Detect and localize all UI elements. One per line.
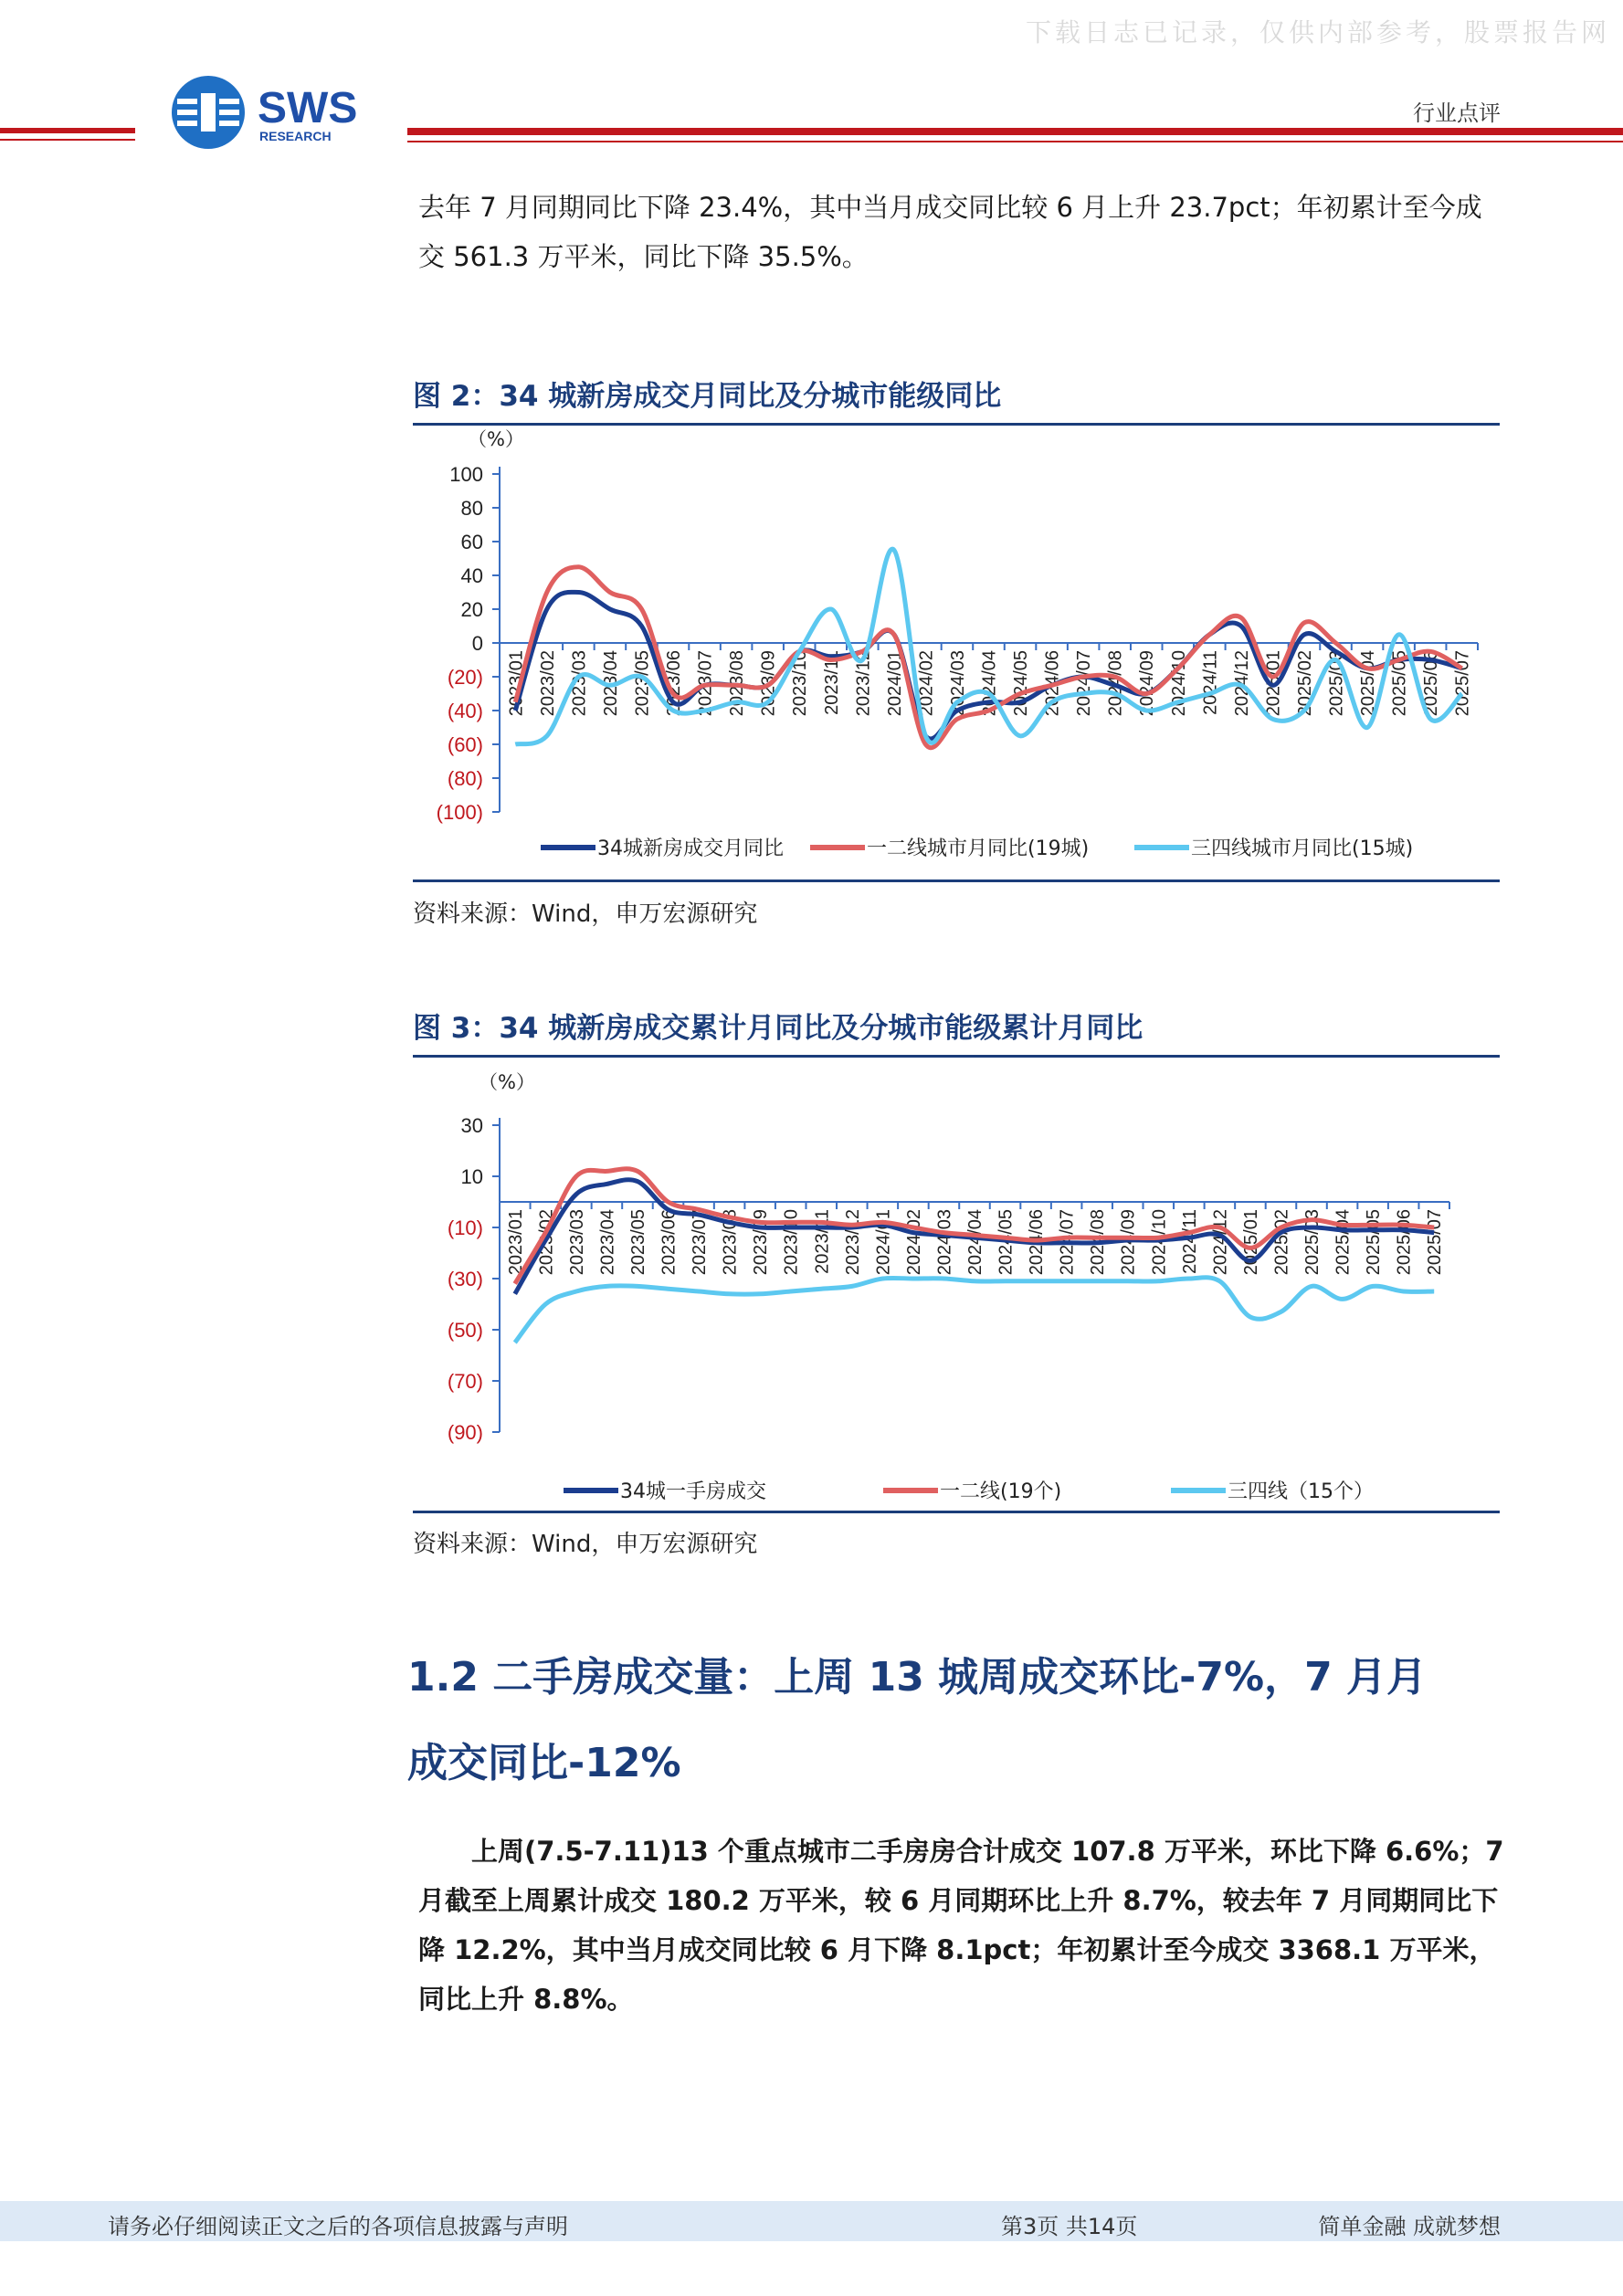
y-tick-label: (40) [447,700,483,722]
x-tick-label: 2023/12 [853,650,874,717]
header-rule-thin [407,141,1623,142]
x-tick-label: 2023/01 [505,1209,526,1276]
x-tick-label: 2025/04 [1333,1209,1354,1276]
x-tick-label: 2024/03 [947,650,968,717]
legend-label-2: 一二线(19个) [940,1480,1062,1503]
figure3-title: 图 3：34 城新房成交累计月同比及分城市能级累计月同比 [413,1005,1500,1058]
x-tick-label: 2023/01 [506,650,527,717]
header-rule [0,128,135,133]
header-rule-thin [0,139,135,141]
x-tick-label: 2023/02 [536,1209,557,1276]
legend-label-1: 34城新房成交月同比 [597,837,784,860]
x-tick-label: 2024/11 [1200,650,1221,715]
x-tick-label: 2024/11 [1179,1209,1200,1274]
document-type: 行业点评 [1413,100,1501,126]
footer-slogan: 简单金融 成就梦想 [1318,2214,1501,2239]
y-tick-label: (20) [447,666,483,689]
logo-subtitle: RESEARCH [259,129,332,143]
x-tick-label: 2023/03 [566,1209,587,1276]
x-tick-label: 2023/12 [842,1209,863,1276]
x-tick-label: 2023/09 [758,650,779,717]
x-tick-label: 2025/01 [1263,650,1284,717]
y-tick-label: 0 [471,632,483,655]
legend-label-2: 一二线城市月同比(19城) [867,837,1090,860]
x-tick-label: 2024/01 [873,1209,894,1276]
x-tick-label: 2025/04 [1358,650,1379,717]
x-tick-label: 2024/02 [916,650,937,717]
x-tick-label: 2024/12 [1231,650,1252,717]
body-line-1: 上周(7.5-7.11)13 个重点城市二手房房合计成交 107.8 万平米，环比下降 6.6%；7 [471,1836,1504,1867]
x-tick-label: 2023/04 [600,650,621,717]
x-tick-label: 2024/05 [1011,650,1032,717]
x-tick-label: 2023/06 [664,650,685,717]
x-tick-label: 2023/11 [821,650,842,715]
y-tick-label: 100 [449,463,483,486]
y-tick-label: 60 [460,531,483,553]
x-tick-label: 2023/03 [569,650,590,717]
logo-wordmark: SWS [258,84,358,132]
series-line-3 [515,1278,1434,1343]
x-tick-label: 2025/05 [1364,1209,1385,1276]
footer-page-number: 第3页 共14页 [1001,2214,1138,2239]
x-tick-label: 2024/03 [934,1209,955,1276]
y-tick-label: (90) [447,1421,483,1444]
figure2-title: 图 2：34 城新房成交月同比及分城市能级同比 [413,373,1500,426]
x-tick-label: 2024/10 [1168,650,1189,717]
figure3-source: 资料来源：Wind，申万宏源研究 [413,1531,758,1558]
body-line-2: 月截至上周累计成交 180.2 万平米，较 6 月同期环比上升 8.7%，较去年 7 月同期同比下 [418,1885,1499,1916]
x-tick-label: 2024/09 [1118,1209,1139,1276]
y-tick-label: (10) [447,1216,483,1239]
intro-line-2: 交 561.3 万平米，同比下降 35.5%。 [418,241,869,272]
figure3-chart [413,1058,1500,1505]
figure3-bottom-rule [413,1511,1500,1513]
x-tick-label: 2023/05 [627,1209,648,1276]
x-tick-label: 2024/04 [979,650,1000,717]
y-tick-label: 40 [460,564,483,587]
figure2-svg [413,422,1500,869]
y-tick-label: (60) [447,733,483,756]
x-tick-label: 2023/07 [690,1209,711,1276]
y-unit-label: （%） [468,428,524,450]
x-tick-label: 2025/07 [1425,1209,1446,1276]
x-tick-label: 2025/07 [1452,650,1473,717]
x-tick-label: 2024/01 [884,650,905,717]
x-tick-label: 2023/06 [659,1209,680,1276]
y-tick-label: (50) [447,1319,483,1342]
x-tick-label: 2025/05 [1389,650,1410,717]
section-title-line-2: 成交同比-12% [407,1740,681,1786]
x-tick-label: 2023/11 [812,1209,833,1274]
y-tick-label: 80 [460,497,483,520]
x-tick-label: 2024/05 [996,1209,1017,1276]
x-tick-label: 2024/08 [1105,650,1126,717]
legend-label-3: 三四线城市月同比(15城) [1191,837,1414,860]
y-tick-label: (70) [447,1370,483,1393]
x-tick-label: 2025/03 [1302,1209,1323,1276]
figure2-chart [413,422,1500,869]
y-tick-label: 30 [460,1114,483,1137]
company-logo [170,71,389,153]
x-tick-label: 2025/02 [1294,650,1315,717]
intro-paragraph [418,183,1496,281]
x-tick-label: 2024/07 [1057,1209,1078,1276]
x-tick-label: 2025/06 [1421,650,1442,717]
x-tick-label: 2023/08 [720,1209,741,1276]
y-tick-label: (30) [447,1268,483,1290]
y-tick-label: 10 [460,1165,483,1188]
header-rule [407,128,1623,135]
x-tick-label: 2023/10 [790,650,811,717]
figure2-bottom-rule [413,879,1500,882]
legend-label-3: 三四线（15个） [1228,1480,1374,1503]
x-tick-label: 2024/12 [1210,1209,1231,1276]
x-tick-label: 2024/06 [1042,650,1063,717]
x-tick-label: 2025/06 [1394,1209,1415,1276]
x-tick-label: 2023/10 [781,1209,802,1276]
body-line-4: 同比上升 8.8%。 [418,1984,634,2015]
x-tick-label: 2024/09 [1137,650,1158,717]
x-tick-label: 2024/06 [1027,1209,1048,1276]
x-tick-label: 2024/04 [965,1209,985,1276]
x-tick-label: 2023/05 [632,650,653,717]
x-tick-label: 2023/07 [695,650,716,717]
figure2-source: 资料来源：Wind，申万宏源研究 [413,900,758,928]
x-tick-label: 2023/02 [537,650,558,717]
figure3-svg [413,1058,1500,1505]
x-tick-label: 2023/08 [727,650,748,717]
x-tick-label: 2023/04 [597,1209,618,1276]
x-tick-label: 2025/02 [1271,1209,1292,1276]
x-tick-label: 2023/09 [751,1209,772,1276]
body-line-3: 降 12.2%，其中当月成交同比较 6 月下降 8.1pct；年初累计至今成交 3368.1 万平米， [418,1934,1496,1965]
footer-disclaimer: 请务必仔细阅读正文之后的各项信息披露与声明 [108,2214,568,2239]
x-tick-label: 2025/01 [1240,1209,1261,1276]
y-tick-label: 20 [460,598,483,621]
y-tick-label: (100) [436,801,483,824]
watermark-text: 下载日志已记录，仅供内部参考，股票报告网 [1025,17,1610,47]
y-tick-label: (80) [447,767,483,790]
legend-label-1: 34城一手房成交 [620,1480,766,1503]
intro-line-1: 去年 7 月同期同比下降 23.4%，其中当月成交同比较 6 月上升 23.7pct；年初累计至今成 [418,192,1482,223]
x-tick-label: 2024/07 [1074,650,1095,717]
y-unit-label: （%） [479,1071,535,1093]
section-title-line-1: 1.2 二手房成交量：上周 13 城周成交环比-7%，7 月月 [407,1654,1428,1701]
x-tick-label: 2024/02 [903,1209,924,1276]
x-tick-label: 2025/03 [1326,649,1347,717]
body-paragraph [418,1827,1505,2024]
x-tick-label: 2024/08 [1088,1209,1109,1276]
x-tick-label: 2024/10 [1149,1209,1170,1276]
